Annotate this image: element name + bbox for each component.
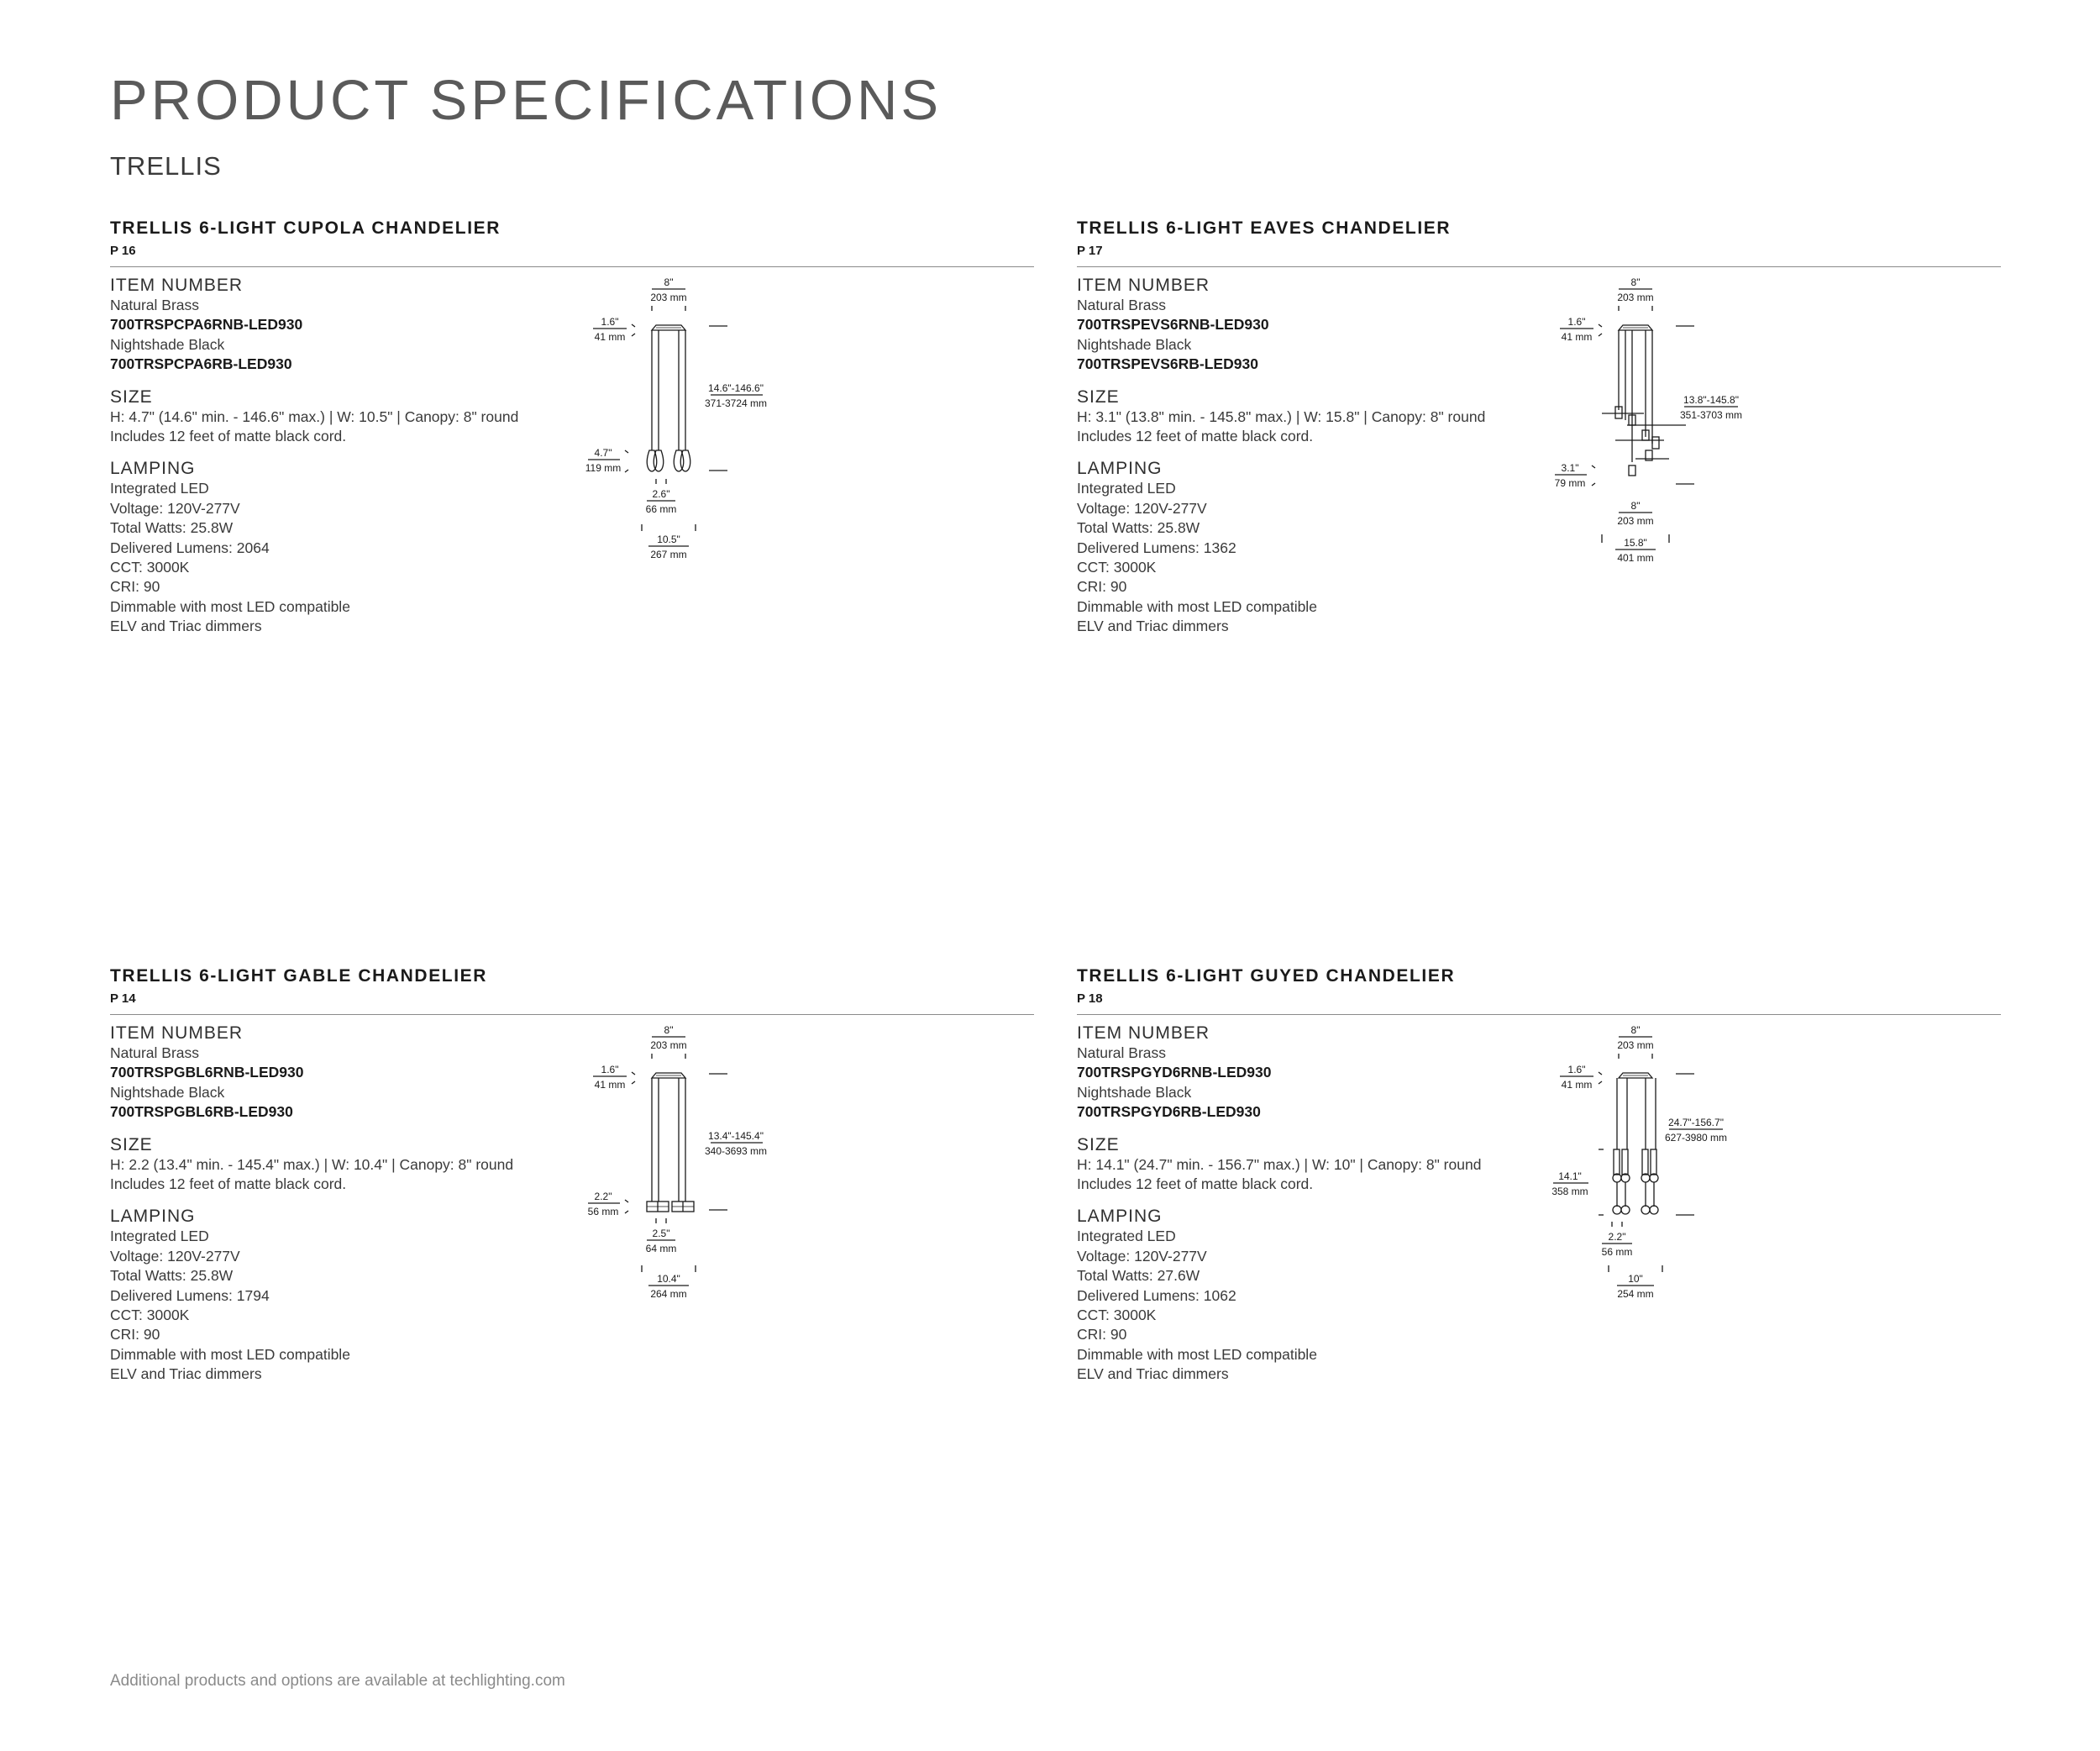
dim-canopy-in: 8" (664, 1024, 674, 1036)
sku: 700TRSPGBL6RB-LED930 (110, 1103, 293, 1121)
dim-shade-w-in: 2.2" (1608, 1231, 1626, 1243)
size-line: H: 14.1" (24.7" min. - 156.7" max.) | W: 10" | Canopy: 8" round (1077, 1155, 1482, 1173)
sku: 700TRSPCPA6RNB-LED930 (110, 316, 303, 334)
dim-canopy-in: 8" (1630, 276, 1641, 288)
size-line: Includes 12 feet of matte black cord. (1077, 428, 1314, 445)
dim-overall-mm: 340-3693 mm (704, 1145, 768, 1157)
finish-label: Nightshade Black (1077, 1083, 1192, 1101)
dim-shade-w-mm: 66 mm (645, 503, 677, 515)
lamping-line: CRI: 90 (110, 578, 160, 596)
dim-canopy-mm: 203 mm (650, 292, 687, 303)
item-number-heading: ITEM NUMBER (110, 1023, 243, 1043)
lamping-line: ELV and Triac dimmers (1077, 1365, 1229, 1383)
dim-overall-mm: 351-3703 mm (1679, 409, 1743, 421)
finish-label: Natural Brass (1077, 297, 1167, 313)
product-page-ref: P 16 (110, 244, 136, 258)
lamping-line: CRI: 90 (1077, 1326, 1127, 1343)
dim-shade-w-in: 8" (1630, 500, 1641, 512)
finish-label: Nightshade Black (110, 1083, 225, 1101)
lamping-line: Delivered Lumens: 1794 (110, 1286, 270, 1304)
dim-width-mm: 401 mm (1617, 552, 1654, 564)
lamping-line: CCT: 3000K (1077, 1307, 1157, 1324)
size-line: H: 2.2 (13.4" min. - 145.4" max.) | W: 10.4" | Canopy: 8" round (110, 1155, 514, 1173)
size-heading: SIZE (110, 386, 153, 407)
lamping-heading: LAMPING (110, 1207, 196, 1227)
spec-block (110, 276, 580, 637)
dim-shade-w-mm: 56 mm (1601, 1246, 1633, 1258)
dim-canopy-mm: 203 mm (650, 1039, 687, 1051)
lamping-line: Integrated LED (1077, 480, 1176, 497)
divider (1077, 266, 2001, 267)
finish-label: Natural Brass (1077, 1044, 1167, 1061)
dim-canopy-in: 8" (664, 276, 674, 288)
lamping-heading: LAMPING (110, 459, 196, 479)
size-heading: SIZE (1077, 1134, 1120, 1154)
lamping-line: Total Watts: 25.8W (1077, 519, 1200, 537)
size-line: Includes 12 feet of matte black cord. (110, 428, 347, 445)
dimension-drawing-eaves (1551, 276, 1837, 578)
page-title: PRODUCT SPECIFICATIONS (110, 69, 942, 132)
lamping-line: Voltage: 120V-277V (110, 499, 240, 517)
size-line: Includes 12 feet of matte black cord. (1077, 1175, 1314, 1193)
dim-canopy-h-in: 1.6" (1567, 316, 1586, 328)
dim-shade-h-mm: 119 mm (585, 462, 622, 474)
lamping-line: Voltage: 120V-277V (110, 1247, 240, 1265)
dim-canopy-h-mm: 41 mm (1561, 331, 1593, 343)
dim-width-in: 10.5" (657, 534, 680, 545)
dim-canopy-h-in: 1.6" (601, 1064, 619, 1075)
dim-shade-w-mm: 64 mm (645, 1243, 677, 1254)
divider (1077, 1014, 2001, 1015)
lamping-line: ELV and Triac dimmers (1077, 618, 1229, 635)
finish-label: Natural Brass (110, 1044, 200, 1061)
product-name: TRELLIS 6-LIGHT EAVES CHANDELIER (1077, 218, 1452, 238)
dimension-drawing-cupola (585, 276, 870, 578)
lamping-heading: LAMPING (1077, 459, 1163, 479)
lamping-line: CCT: 3000K (110, 559, 190, 576)
size-line: Includes 12 feet of matte black cord. (110, 1175, 347, 1193)
lamping-line: Delivered Lumens: 2064 (110, 539, 270, 556)
dim-overall-in: 13.8"-145.8" (1683, 394, 1739, 406)
lamping-line: Voltage: 120V-277V (1077, 499, 1207, 517)
spec-block (1077, 1023, 1547, 1385)
dim-overall-in: 24.7"-156.7" (1668, 1117, 1724, 1128)
lamping-line: ELV and Triac dimmers (110, 618, 262, 635)
finish-label: Natural Brass (110, 297, 200, 313)
finish-label: Nightshade Black (110, 335, 225, 353)
item-number-heading: ITEM NUMBER (1077, 1023, 1210, 1043)
dim-width-in: 10.4" (657, 1273, 680, 1285)
dim-overall-in: 13.4"-145.4" (708, 1130, 764, 1142)
dim-width-in: 15.8" (1624, 537, 1647, 549)
sku: 700TRSPEVS6RNB-LED930 (1077, 316, 1269, 334)
product-page-ref: P 17 (1077, 244, 1103, 258)
dim-overall-mm: 371-3724 mm (704, 397, 768, 409)
lamping-line: Total Watts: 25.8W (110, 1267, 234, 1285)
dim-shade-h-in: 14.1" (1558, 1170, 1582, 1182)
lamping-line: CCT: 3000K (110, 1307, 190, 1324)
dim-canopy-in: 8" (1630, 1024, 1641, 1036)
footer-note: Additional products and options are available at techlighting.com (110, 1672, 565, 1690)
dim-shade-h-mm: 79 mm (1554, 477, 1586, 489)
sku: 700TRSPGYD6RB-LED930 (1077, 1103, 1261, 1121)
lamping-line: Dimmable with most LED compatible (1077, 1345, 1317, 1363)
lamping-line: Delivered Lumens: 1062 (1077, 1286, 1236, 1304)
lamping-line: Dimmable with most LED compatible (110, 1345, 350, 1363)
item-number-heading: ITEM NUMBER (1077, 276, 1210, 295)
lamping-line: Integrated LED (110, 480, 209, 497)
product-name: TRELLIS 6-LIGHT GABLE CHANDELIER (110, 966, 488, 986)
lamping-line: Delivered Lumens: 1362 (1077, 539, 1236, 556)
sku: 700TRSPGYD6RNB-LED930 (1077, 1064, 1272, 1081)
lamping-heading: LAMPING (1077, 1207, 1163, 1227)
size-line: H: 3.1" (13.8" min. - 145.8" max.) | W: 15.8" | Canopy: 8" round (1077, 408, 1486, 425)
dim-shade-h-in: 2.2" (594, 1191, 612, 1202)
lamping-line: Dimmable with most LED compatible (1077, 597, 1317, 615)
lamping-line: ELV and Triac dimmers (110, 1365, 262, 1383)
dim-canopy-h-in: 1.6" (1567, 1064, 1586, 1075)
lamping-line: CCT: 3000K (1077, 559, 1157, 576)
lamping-line: Total Watts: 25.8W (110, 519, 234, 537)
product-section-guyed (1077, 965, 2001, 1383)
dim-width-mm: 254 mm (1617, 1288, 1654, 1300)
dim-shade-h-mm: 358 mm (1551, 1186, 1588, 1197)
lamping-line: Total Watts: 27.6W (1077, 1267, 1200, 1285)
lamping-line: Dimmable with most LED compatible (110, 597, 350, 615)
dim-canopy-h-mm: 41 mm (594, 331, 626, 343)
dimension-drawing-guyed (1551, 1023, 1837, 1326)
item-number-heading: ITEM NUMBER (110, 276, 243, 295)
dim-shade-w-in: 2.5" (652, 1228, 670, 1239)
dim-canopy-h-mm: 41 mm (1561, 1079, 1593, 1091)
dim-shade-w-mm: 203 mm (1617, 515, 1654, 527)
dim-canopy-h-mm: 41 mm (594, 1079, 626, 1091)
product-section-gable (110, 965, 1034, 1383)
finish-label: Nightshade Black (1077, 335, 1192, 353)
size-heading: SIZE (1077, 386, 1120, 407)
dim-shade-h-in: 4.7" (594, 447, 612, 459)
dim-width-in: 10" (1628, 1273, 1643, 1285)
spec-block (1077, 276, 1547, 637)
dim-overall-in: 14.6"-146.6" (708, 382, 764, 394)
lamping-line: CRI: 90 (110, 1326, 160, 1343)
size-line: H: 4.7" (14.6" min. - 146.6" max.) | W: 10.5" | Canopy: 8" round (110, 408, 519, 425)
dim-width-mm: 267 mm (650, 549, 687, 560)
size-heading: SIZE (110, 1134, 153, 1154)
product-page-ref: P 18 (1077, 991, 1103, 1006)
lamping-line: Integrated LED (1077, 1228, 1176, 1245)
sku: 700TRSPCPA6RB-LED930 (110, 355, 292, 373)
dim-shade-h-in: 3.1" (1561, 462, 1579, 474)
lamping-line: Integrated LED (110, 1228, 209, 1245)
dimension-drawing-gable (585, 1023, 870, 1326)
lamping-line: Voltage: 120V-277V (1077, 1247, 1207, 1265)
sku: 700TRSPGBL6RNB-LED930 (110, 1064, 304, 1081)
product-page-ref: P 14 (110, 991, 136, 1006)
spec-block (110, 1023, 580, 1385)
dim-canopy-mm: 203 mm (1617, 1039, 1654, 1051)
divider (110, 1014, 1034, 1015)
dim-shade-w-in: 2.6" (652, 488, 670, 500)
product-name: TRELLIS 6-LIGHT CUPOLA CHANDELIER (110, 218, 501, 238)
product-section-eaves (1077, 217, 2001, 635)
dim-canopy-h-in: 1.6" (601, 316, 619, 328)
dim-canopy-mm: 203 mm (1617, 292, 1654, 303)
lamping-line: CRI: 90 (1077, 578, 1127, 596)
dim-overall-mm: 627-3980 mm (1664, 1132, 1728, 1144)
page-subtitle: TRELLIS (110, 151, 222, 181)
dim-shade-h-mm: 56 mm (587, 1206, 619, 1217)
dim-width-mm: 264 mm (650, 1288, 687, 1300)
sku: 700TRSPEVS6RB-LED930 (1077, 355, 1258, 373)
product-section-cupola (110, 217, 1034, 635)
divider (110, 266, 1034, 267)
product-name: TRELLIS 6-LIGHT GUYED CHANDELIER (1077, 966, 1456, 986)
